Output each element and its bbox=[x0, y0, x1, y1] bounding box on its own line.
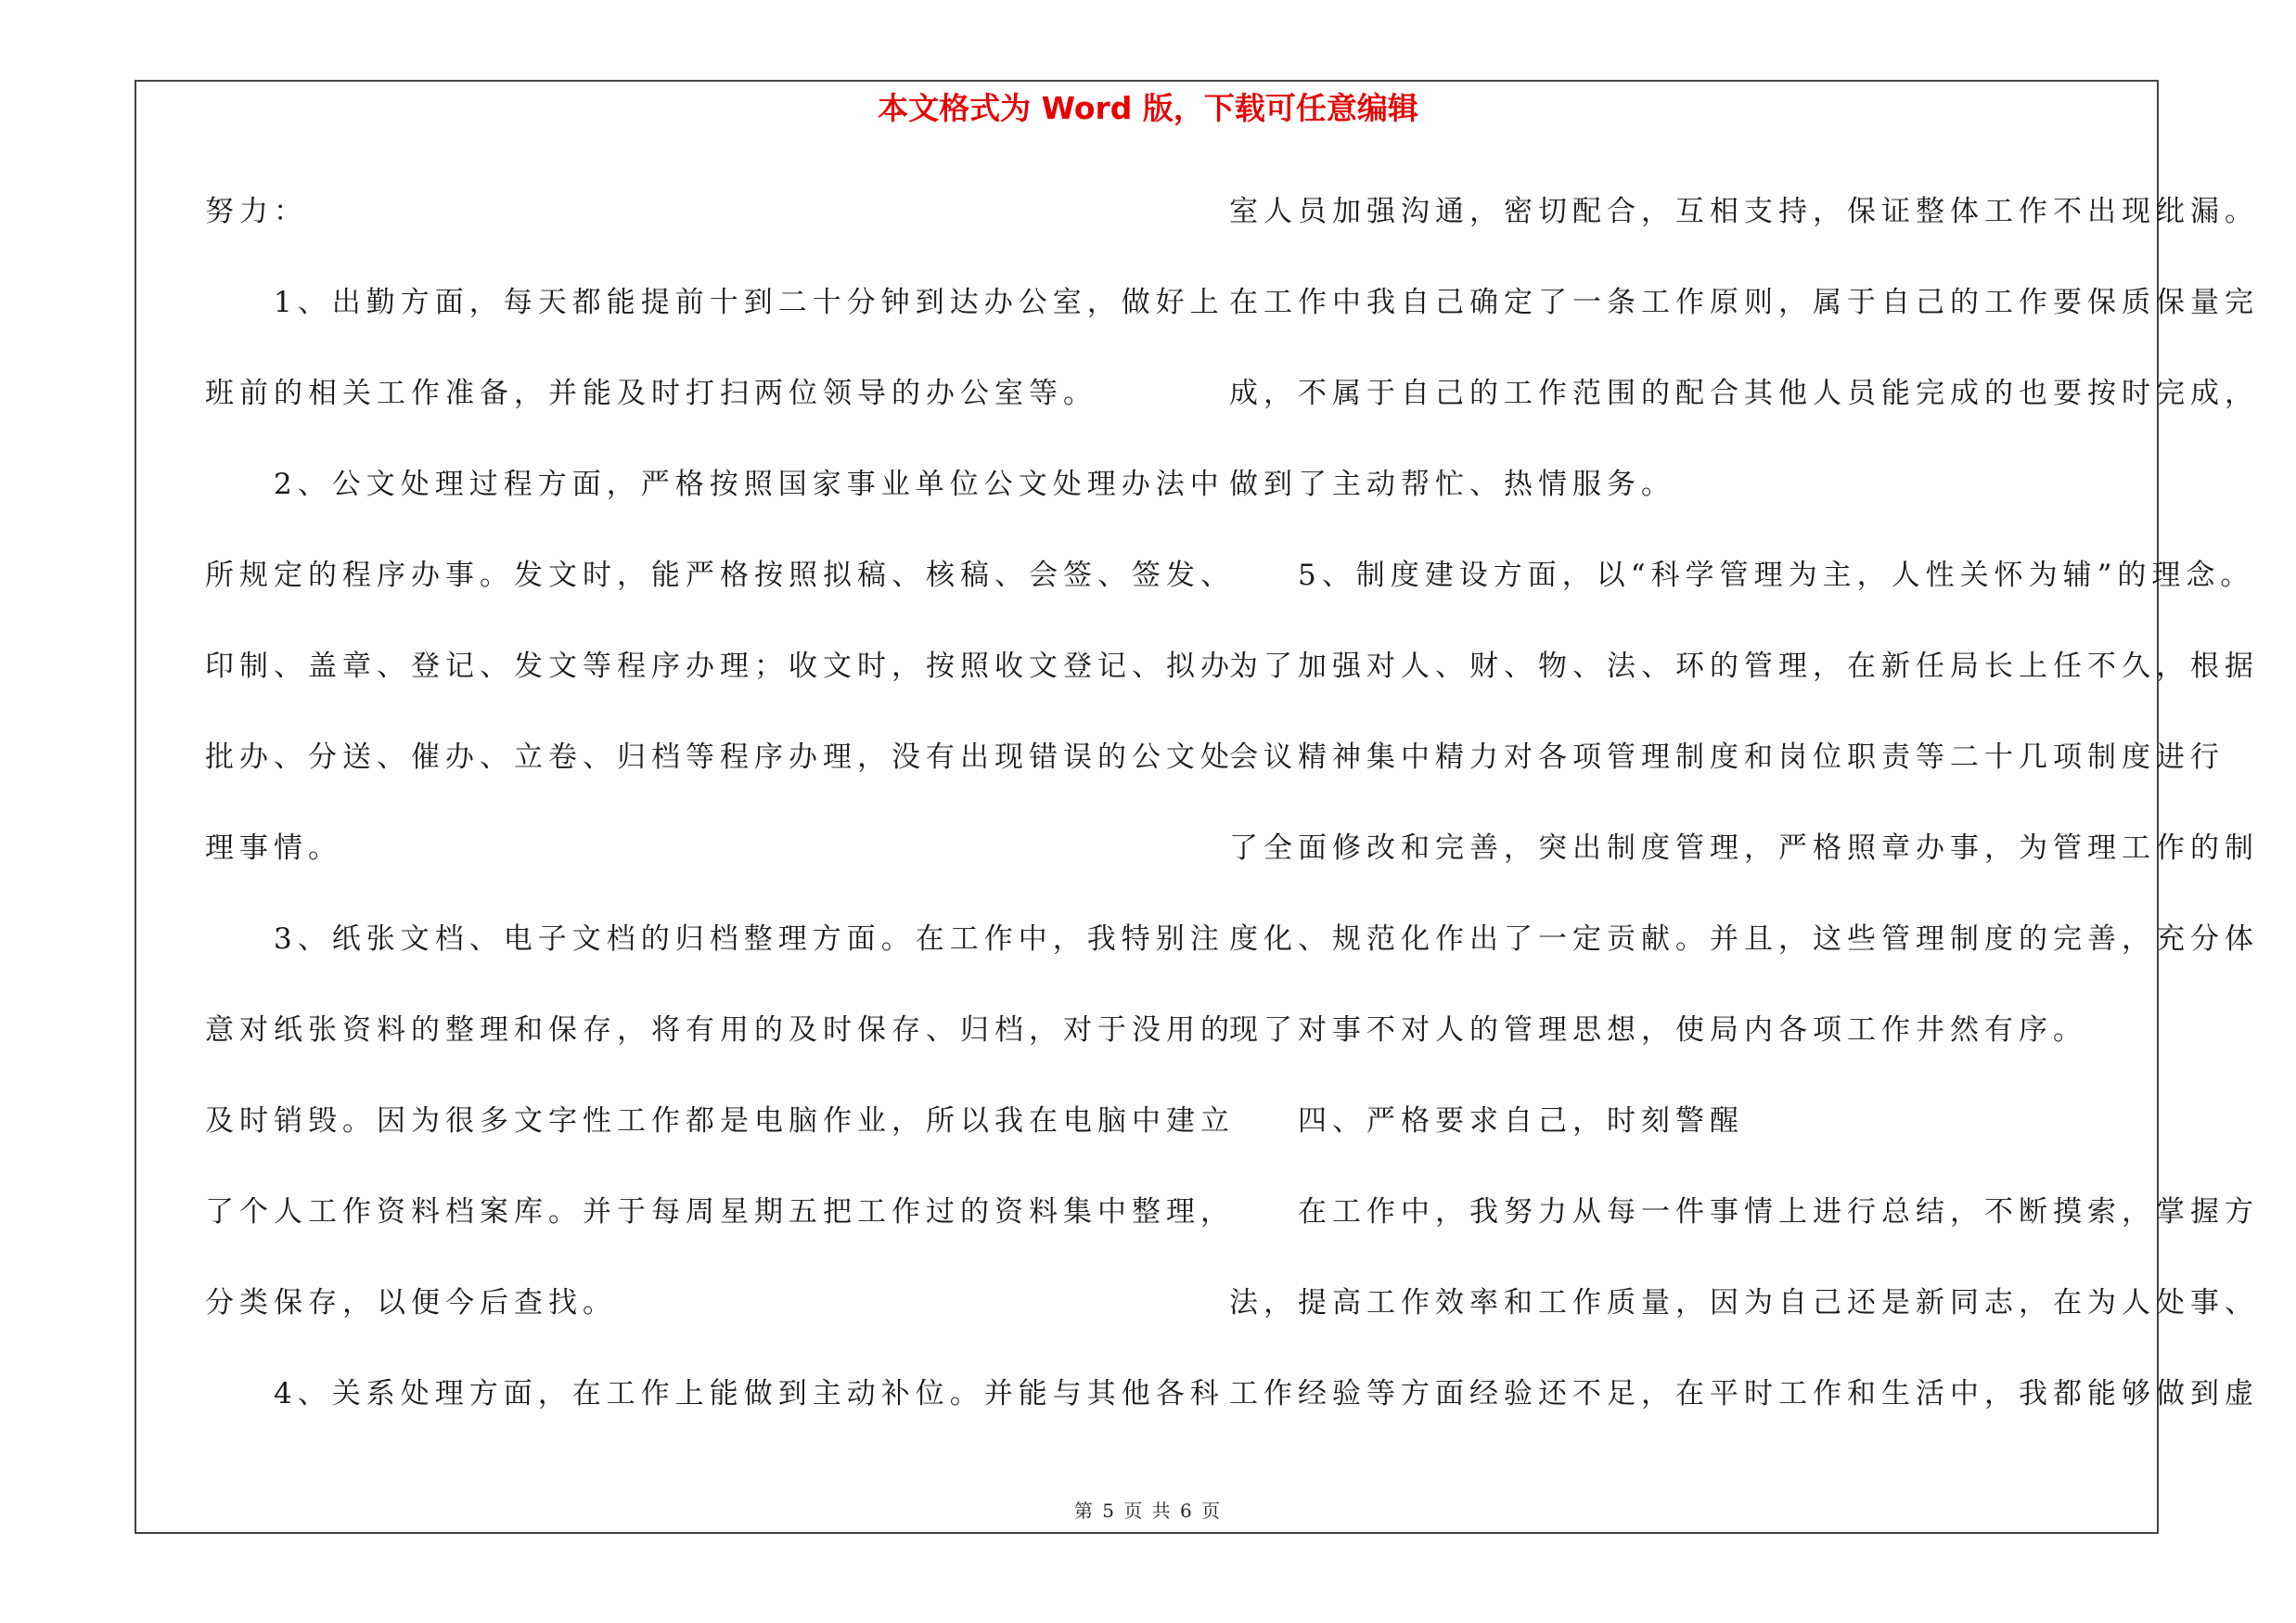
section-heading: 四、严格要求自己，时刻警醒 bbox=[1229, 1104, 1744, 1138]
text-line: 法，提高工作效率和工作质量，因为自己还是新同志，在为人处事、 bbox=[1229, 1286, 2259, 1320]
text-line: 现了对事不对人的管理思想，使局内各项工作井然有序。 bbox=[1229, 1013, 2087, 1047]
text-line: 分类保存，以便今后查找。 bbox=[205, 1286, 617, 1320]
text-line: 意对纸张资料的整理和保存，将有用的及时保存、归档，对于没用的 bbox=[205, 1013, 1235, 1047]
text-line: 在工作中我自己确定了一条工作原则，属于自己的工作要保质保量完 bbox=[1229, 286, 2259, 319]
text-line: 5、制度建设方面，以“科学管理为主，人性关怀为辅”的理念。 bbox=[1229, 559, 2255, 592]
header-banner: 本文格式为 Word 版，下载可任意编辑 bbox=[878, 90, 1418, 126]
text-line: 理事情。 bbox=[205, 831, 342, 865]
text-line: 班前的相关工作准备，并能及时打扫两位领导的办公室等。 bbox=[205, 377, 1097, 410]
text-line: 室人员加强沟通，密切配合，互相支持，保证整体工作不出现纰漏。 bbox=[1229, 195, 2259, 228]
text-line: 印制、盖章、登记、发文等程序办理；收文时，按照收文登记、拟办、 bbox=[205, 650, 1269, 683]
text-line: 度化、规范化作出了一定贡献。并且，这些管理制度的完善，充分体 bbox=[1229, 922, 2259, 956]
text-line: 了个人工作资料档案库。并于每周星期五把工作过的资料集中整理， bbox=[205, 1195, 1235, 1229]
text-line: 了全面修改和完善，突出制度管理，严格照章办事，为管理工作的制 bbox=[1229, 831, 2259, 865]
text-line: 2、公文处理过程方面，严格按照国家事业单位公文处理办法中 bbox=[205, 468, 1225, 501]
left-column bbox=[205, 179, 1269, 1478]
text-line: 为了加强对人、财、物、法、环的管理，在新任局长上任不久，根据 bbox=[1229, 650, 2259, 683]
text-line: 所规定的程序办事。发文时，能严格按照拟稿、核稿、会签、签发、 bbox=[205, 559, 1235, 592]
text-line: 努力： bbox=[205, 195, 308, 228]
text-line: 工作经验等方面经验还不足，在平时工作和生活中，我都能够做到虚 bbox=[1229, 1377, 2259, 1410]
text-line: 批办、分送、催办、立卷、归档等程序办理，没有出现错误的公文处 bbox=[205, 741, 1235, 774]
text-line: 做到了主动帮忙、热情服务。 bbox=[1229, 468, 1675, 501]
page-number: 第 5 页 共 6 页 bbox=[1073, 1500, 1223, 1522]
right-column bbox=[1229, 179, 2259, 1478]
text-line: 成，不属于自己的工作范围的配合其他人员能完成的也要按时完成， bbox=[1229, 377, 2259, 410]
text-line: 及时销毁。因为很多文字性工作都是电脑作业，所以我在电脑中建立 bbox=[205, 1104, 1235, 1138]
text-line: 在工作中，我努力从每一件事情上进行总结，不断摸索，掌握方 bbox=[1229, 1195, 2259, 1229]
text-line: 会议精神集中精力对各项管理制度和岗位职责等二十几项制度进行 bbox=[1229, 741, 2225, 774]
text-line: 4、关系处理方面，在工作上能做到主动补位。并能与其他各科 bbox=[205, 1377, 1225, 1410]
text-line: 3、纸张文档、电子文档的归档整理方面。在工作中，我特别注 bbox=[205, 922, 1225, 956]
text-line: 1、出勤方面，每天都能提前十到二十分钟到达办公室，做好上 bbox=[205, 286, 1225, 319]
